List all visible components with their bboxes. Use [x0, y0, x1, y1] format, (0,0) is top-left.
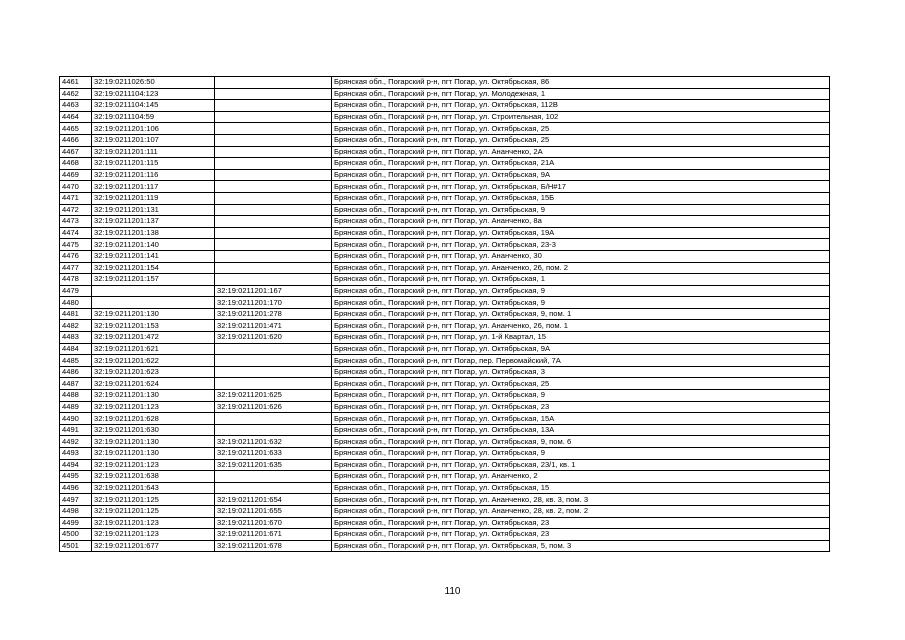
related-cadastral-number-cell [215, 355, 332, 367]
related-cadastral-number-cell: 32:19:0211201:633 [215, 448, 332, 460]
table-row [60, 494, 830, 506]
related-cadastral-number-cell [215, 366, 332, 378]
row-number-cell: 4483 [60, 332, 92, 344]
row-number-cell: 4500 [60, 529, 92, 541]
address-cell: Брянская обл., Погарский р-н, пгт Погар, ул. Ананченко, 2А [332, 146, 830, 158]
row-number-cell: 4487 [60, 378, 92, 390]
table-row [60, 529, 830, 541]
cadastral-number-cell: 32:19:0211201:131 [92, 204, 215, 216]
cadastral-number-cell: 32:19:0211201:130 [92, 390, 215, 402]
cadastral-number-cell: 32:19:0211201:138 [92, 227, 215, 239]
address-cell: Брянская обл., Погарский р-н, пгт Погар, ул. Ананченко, 2 [332, 471, 830, 483]
related-cadastral-number-cell: 32:19:0211201:471 [215, 320, 332, 332]
cadastral-number-cell: 32:19:0211201:125 [92, 494, 215, 506]
related-cadastral-number-cell: 32:19:0211201:654 [215, 494, 332, 506]
table-row [60, 401, 830, 413]
cadastral-number-cell: 32:19:0211201:638 [92, 471, 215, 483]
cadastral-number-cell: 32:19:0211201:107 [92, 134, 215, 146]
row-number-cell: 4478 [60, 274, 92, 286]
row-number-cell: 4496 [60, 482, 92, 494]
address-cell: Брянская обл., Погарский р-н, пгт Погар, ул. Октябрьская, 23-3 [332, 239, 830, 251]
row-number-cell: 4470 [60, 181, 92, 193]
table-row [60, 192, 830, 204]
row-number-cell: 4489 [60, 401, 92, 413]
table-row [60, 123, 830, 135]
address-cell: Брянская обл., Погарский р-н, пгт Погар, ул. Октябрьская, 15 [332, 482, 830, 494]
row-number-cell: 4486 [60, 366, 92, 378]
related-cadastral-number-cell: 32:19:0211201:620 [215, 332, 332, 344]
cadastral-number-cell: 32:19:0211201:622 [92, 355, 215, 367]
address-cell: Брянская обл., Погарский р-н, пгт Погар, ул. Молодежная, 1 [332, 88, 830, 100]
table-row [60, 262, 830, 274]
related-cadastral-number-cell [215, 227, 332, 239]
row-number-cell: 4481 [60, 308, 92, 320]
cadastral-number-cell [92, 297, 215, 309]
address-cell: Брянская обл., Погарский р-н, пгт Погар, ул. Октябрьская, 5, пом. 3 [332, 540, 830, 552]
related-cadastral-number-cell [215, 169, 332, 181]
table-row [60, 424, 830, 436]
cadastral-number-cell: 32:19:0211201:123 [92, 401, 215, 413]
cadastral-number-cell: 32:19:0211201:123 [92, 517, 215, 529]
table-row [60, 413, 830, 425]
cadastral-number-cell: 32:19:0211201:623 [92, 366, 215, 378]
related-cadastral-number-cell: 32:19:0211201:170 [215, 297, 332, 309]
address-cell: Брянская обл., Погарский р-н, пгт Погар, ул. Ананченко, 26, пом. 1 [332, 320, 830, 332]
address-cell: Брянская обл., Погарский р-н, пгт Погар, ул. Октябрьская, 23 [332, 401, 830, 413]
address-cell: Брянская обл., Погарский р-н, пгт Погар, ул. Октябрьская, 9 [332, 297, 830, 309]
row-number-cell: 4476 [60, 250, 92, 262]
related-cadastral-number-cell [215, 123, 332, 135]
table-row [60, 100, 830, 112]
row-number-cell: 4474 [60, 227, 92, 239]
cadastral-number-cell: 32:19:0211201:630 [92, 424, 215, 436]
address-cell: Брянская обл., Погарский р-н, пгт Погар, ул. Октябрьская, 3 [332, 366, 830, 378]
related-cadastral-number-cell: 32:19:0211201:655 [215, 505, 332, 517]
cadastral-number-cell: 32:19:0211201:111 [92, 146, 215, 158]
row-number-cell: 4468 [60, 158, 92, 170]
address-cell: Брянская обл., Погарский р-н, пгт Погар, ул. Ананченко, 28, кв. 2, пом. 2 [332, 505, 830, 517]
related-cadastral-number-cell: 32:19:0211201:671 [215, 529, 332, 541]
related-cadastral-number-cell [215, 192, 332, 204]
table-row [60, 436, 830, 448]
cadastral-number-cell: 32:19:0211201:141 [92, 250, 215, 262]
row-number-cell: 4463 [60, 100, 92, 112]
cadastral-number-cell: 32:19:0211201:154 [92, 262, 215, 274]
row-number-cell: 4466 [60, 134, 92, 146]
row-number-cell: 4480 [60, 297, 92, 309]
related-cadastral-number-cell [215, 378, 332, 390]
row-number-cell: 4494 [60, 459, 92, 471]
address-cell: Брянская обл., Погарский р-н, пгт Погар, ул. Строительная, 102 [332, 111, 830, 123]
row-number-cell: 4485 [60, 355, 92, 367]
related-cadastral-number-cell [215, 216, 332, 228]
related-cadastral-number-cell: 32:19:0211201:670 [215, 517, 332, 529]
address-cell: Брянская обл., Погарский р-н, пгт Погар, ул. Октябрьская, 25 [332, 134, 830, 146]
cadastral-number-cell: 32:19:0211201:140 [92, 239, 215, 251]
address-cell: Брянская обл., Погарский р-н, пгт Погар, ул. Октябрьская, 25 [332, 123, 830, 135]
related-cadastral-number-cell [215, 250, 332, 262]
table-row [60, 482, 830, 494]
cadastral-number-cell: 32:19:0211201:643 [92, 482, 215, 494]
address-cell: Брянская обл., Погарский р-н, пгт Погар, ул. Октябрьская, 21А [332, 158, 830, 170]
address-cell: Брянская обл., Погарский р-н, пгт Погар, ул. Октябрьская, 9 [332, 204, 830, 216]
related-cadastral-number-cell [215, 413, 332, 425]
address-cell: Брянская обл., Погарский р-н, пгт Погар, ул. Ананченко, 30 [332, 250, 830, 262]
table-row [60, 505, 830, 517]
cadastral-number-cell: 32:19:0211201:106 [92, 123, 215, 135]
cadastral-number-cell: 32:19:0211026:50 [92, 77, 215, 89]
row-number-cell: 4477 [60, 262, 92, 274]
row-number-cell: 4491 [60, 424, 92, 436]
cadastral-number-cell: 32:19:0211201:624 [92, 378, 215, 390]
table-row [60, 88, 830, 100]
row-number-cell: 4473 [60, 216, 92, 228]
row-number-cell: 4497 [60, 494, 92, 506]
address-cell: Брянская обл., Погарский р-н, пгт Погар, ул. Октябрьская, 9А [332, 343, 830, 355]
related-cadastral-number-cell [215, 262, 332, 274]
table-body [60, 77, 830, 552]
table-row [60, 378, 830, 390]
address-cell: Брянская обл., Погарский р-н, пгт Погар, ул. Октябрьская, 23/1, кв. 1 [332, 459, 830, 471]
table-row [60, 204, 830, 216]
related-cadastral-number-cell [215, 146, 332, 158]
page-number: 110 [444, 586, 461, 597]
cadastral-number-cell: 32:19:0211201:628 [92, 413, 215, 425]
address-cell: Брянская обл., Погарский р-н, пгт Погар, ул. Ананченко, 26, пом. 2 [332, 262, 830, 274]
table-row [60, 285, 830, 297]
row-number-cell: 4484 [60, 343, 92, 355]
table-row [60, 540, 830, 552]
row-number-cell: 4461 [60, 77, 92, 89]
cadastral-number-cell: 32:19:0211201:123 [92, 459, 215, 471]
table-row [60, 320, 830, 332]
related-cadastral-number-cell [215, 100, 332, 112]
related-cadastral-number-cell [215, 88, 332, 100]
row-number-cell: 4471 [60, 192, 92, 204]
table-row [60, 332, 830, 344]
related-cadastral-number-cell [215, 111, 332, 123]
cadastral-number-cell: 32:19:0211201:157 [92, 274, 215, 286]
table-row [60, 471, 830, 483]
row-number-cell: 4492 [60, 436, 92, 448]
cadastral-number-cell: 32:19:0211201:117 [92, 181, 215, 193]
table-row [60, 390, 830, 402]
address-cell: Брянская обл., Погарский р-н, пгт Погар, ул. Ананченко, 28, кв. 3, пом. 3 [332, 494, 830, 506]
table-row [60, 459, 830, 471]
related-cadastral-number-cell [215, 471, 332, 483]
table-row [60, 355, 830, 367]
related-cadastral-number-cell [215, 158, 332, 170]
row-number-cell: 4490 [60, 413, 92, 425]
address-cell: Брянская обл., Погарский р-н, пгт Погар, ул. Октябрьская, 112В [332, 100, 830, 112]
related-cadastral-number-cell [215, 343, 332, 355]
address-cell: Брянская обл., Погарский р-н, пгт Погар, ул. 1-й Квартал, 15 [332, 332, 830, 344]
cadastral-number-cell: 32:19:0211201:119 [92, 192, 215, 204]
related-cadastral-number-cell [215, 181, 332, 193]
related-cadastral-number-cell: 32:19:0211201:625 [215, 390, 332, 402]
table-row [60, 134, 830, 146]
related-cadastral-number-cell [215, 77, 332, 89]
address-cell: Брянская обл., Погарский р-н, пгт Погар, ул. Октябрьская, 9, пом. 1 [332, 308, 830, 320]
row-number-cell: 4467 [60, 146, 92, 158]
table-row [60, 77, 830, 89]
row-number-cell: 4479 [60, 285, 92, 297]
address-cell: Брянская обл., Погарский р-н, пгт Погар, ул. Октябрьская, 1 [332, 274, 830, 286]
cadastral-number-cell: 32:19:0211201:130 [92, 308, 215, 320]
table-row [60, 181, 830, 193]
address-cell: Брянская обл., Погарский р-н, пгт Погар, ул. Октябрьская, 23 [332, 529, 830, 541]
row-number-cell: 4469 [60, 169, 92, 181]
row-number-cell: 4495 [60, 471, 92, 483]
address-cell: Брянская обл., Погарский р-н, пгт Погар, ул. Октябрьская, 86 [332, 77, 830, 89]
cadastral-number-cell: 32:19:0211201:153 [92, 320, 215, 332]
address-cell: Брянская обл., Погарский р-н, пгт Погар, ул. Октябрьская, 9 [332, 448, 830, 460]
address-cell: Брянская обл., Погарский р-н, пгт Погар, ул. Октябрьская, 25 [332, 378, 830, 390]
related-cadastral-number-cell: 32:19:0211201:635 [215, 459, 332, 471]
table-row [60, 308, 830, 320]
address-cell: Брянская обл., Погарский р-н, пгт Погар, ул. Октябрьская, 15А [332, 413, 830, 425]
cadastral-table [59, 76, 830, 552]
row-number-cell: 4488 [60, 390, 92, 402]
related-cadastral-number-cell [215, 274, 332, 286]
related-cadastral-number-cell [215, 424, 332, 436]
row-number-cell: 4482 [60, 320, 92, 332]
address-cell: Брянская обл., Погарский р-н, пгт Погар, пер. Первомайский, 7А [332, 355, 830, 367]
cadastral-number-cell: 32:19:0211201:115 [92, 158, 215, 170]
cadastral-number-cell [92, 285, 215, 297]
related-cadastral-number-cell: 32:19:0211201:632 [215, 436, 332, 448]
row-number-cell: 4498 [60, 505, 92, 517]
table-row [60, 227, 830, 239]
related-cadastral-number-cell [215, 482, 332, 494]
address-cell: Брянская обл., Погарский р-н, пгт Погар, ул. Ананченко, 8а [332, 216, 830, 228]
related-cadastral-number-cell: 32:19:0211201:626 [215, 401, 332, 413]
row-number-cell: 4472 [60, 204, 92, 216]
table-row [60, 343, 830, 355]
row-number-cell: 4493 [60, 448, 92, 460]
table-row [60, 250, 830, 262]
cadastral-number-cell: 32:19:0211104:145 [92, 100, 215, 112]
table-row [60, 448, 830, 460]
related-cadastral-number-cell [215, 134, 332, 146]
address-cell: Брянская обл., Погарский р-н, пгт Погар, ул. Октябрьская, 19А [332, 227, 830, 239]
cadastral-number-cell: 32:19:0211201:677 [92, 540, 215, 552]
table-row [60, 517, 830, 529]
address-cell: Брянская обл., Погарский р-н, пгт Погар, ул. Октябрьская, 13А [332, 424, 830, 436]
row-number-cell: 4464 [60, 111, 92, 123]
related-cadastral-number-cell [215, 204, 332, 216]
address-cell: Брянская обл., Погарский р-н, пгт Погар, ул. Октябрьская, 9А [332, 169, 830, 181]
cadastral-number-cell: 32:19:0211104:123 [92, 88, 215, 100]
table-row [60, 158, 830, 170]
address-cell: Брянская обл., Погарский р-н, пгт Погар, ул. Октябрьская, 9, пом. 6 [332, 436, 830, 448]
row-number-cell: 4462 [60, 88, 92, 100]
cadastral-number-cell: 32:19:0211104:59 [92, 111, 215, 123]
related-cadastral-number-cell: 32:19:0211201:278 [215, 308, 332, 320]
address-cell: Брянская обл., Погарский р-н, пгт Погар, ул. Октябрьская, Б/Н#17 [332, 181, 830, 193]
table-row [60, 169, 830, 181]
address-cell: Брянская обл., Погарский р-н, пгт Погар, ул. Октябрьская, 9 [332, 285, 830, 297]
table-row [60, 146, 830, 158]
address-cell: Брянская обл., Погарский р-н, пгт Погар, ул. Октябрьская, 9 [332, 390, 830, 402]
row-number-cell: 4501 [60, 540, 92, 552]
row-number-cell: 4465 [60, 123, 92, 135]
cadastral-number-cell: 32:19:0211201:621 [92, 343, 215, 355]
related-cadastral-number-cell [215, 239, 332, 251]
table-row [60, 239, 830, 251]
table-row [60, 366, 830, 378]
row-number-cell: 4475 [60, 239, 92, 251]
table-row [60, 297, 830, 309]
table-row [60, 216, 830, 228]
cadastral-number-cell: 32:19:0211201:130 [92, 436, 215, 448]
cadastral-number-cell: 32:19:0211201:137 [92, 216, 215, 228]
cadastral-number-cell: 32:19:0211201:116 [92, 169, 215, 181]
cadastral-number-cell: 32:19:0211201:472 [92, 332, 215, 344]
table-row [60, 274, 830, 286]
cadastral-number-cell: 32:19:0211201:125 [92, 505, 215, 517]
row-number-cell: 4499 [60, 517, 92, 529]
address-cell: Брянская обл., Погарский р-н, пгт Погар, ул. Октябрьская, 15Б [332, 192, 830, 204]
table-row [60, 111, 830, 123]
related-cadastral-number-cell: 32:19:0211201:678 [215, 540, 332, 552]
address-cell: Брянская обл., Погарский р-н, пгт Погар, ул. Октябрьская, 23 [332, 517, 830, 529]
cadastral-number-cell: 32:19:0211201:130 [92, 448, 215, 460]
cadastral-number-cell: 32:19:0211201:123 [92, 529, 215, 541]
related-cadastral-number-cell: 32:19:0211201:167 [215, 285, 332, 297]
